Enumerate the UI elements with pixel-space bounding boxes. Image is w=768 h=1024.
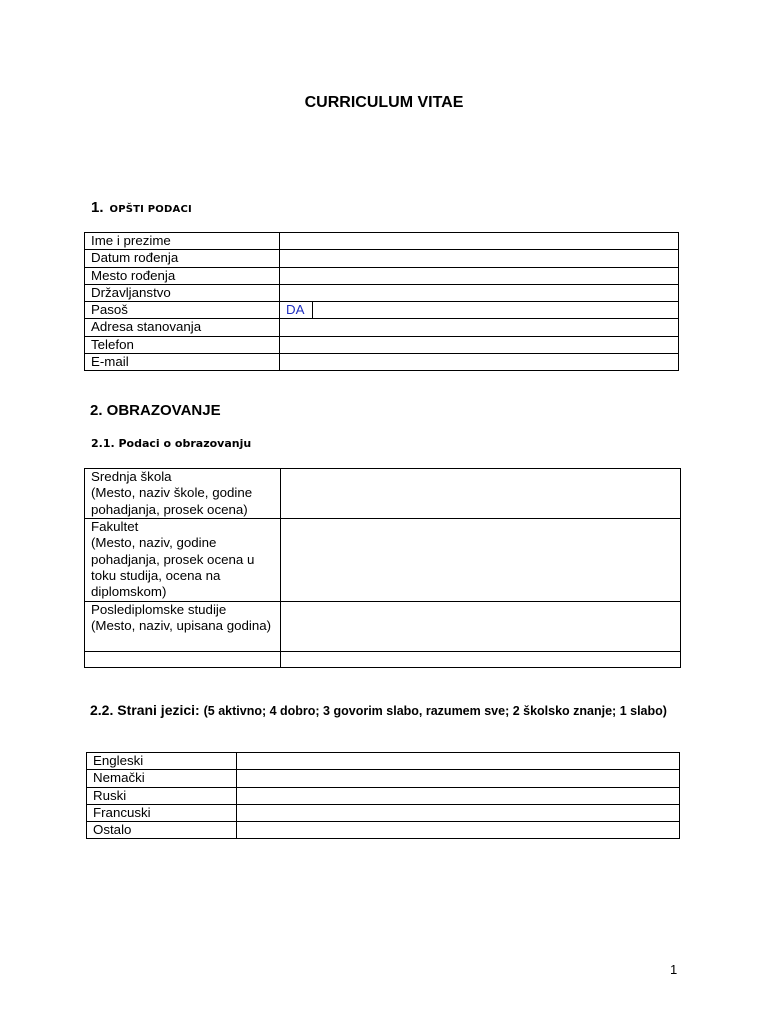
row-value-field[interactable] [280,267,679,284]
row-value-field[interactable] [280,354,679,371]
row-value-field[interactable] [280,336,679,353]
row-label: Državljanstvo [85,284,280,301]
row-value-field[interactable] [281,519,681,602]
section-heading-education: 2. OBRAZOVANJE [90,402,221,419]
row-label: Mesto rođenja [85,267,280,284]
language-label: Francuski [87,804,237,821]
table-row [85,602,681,652]
language-level-field[interactable] [237,770,680,787]
education-table [84,468,681,668]
languages-table [86,752,680,839]
table-row [85,354,679,371]
row-value-field[interactable] [281,469,681,519]
row-label [85,652,281,668]
table-row [85,336,679,353]
languages-title: 2.2. Strani jezici: [90,702,200,718]
row-label: Pasoš [85,302,280,319]
row-value-field[interactable] [280,284,679,301]
section-title: OPŠTI PODACI [109,204,192,215]
language-level-field[interactable] [237,804,680,821]
row-label-text: Poslediplomske studije (Mesto, naziv, upisana godina) [91,602,272,634]
row-label: Adresa stanovanja [85,319,280,336]
subsection-heading-languages [90,700,680,722]
general-info-table [84,232,679,371]
table-row [85,652,681,668]
table-row [85,284,679,301]
row-label [85,469,281,519]
section-heading-general [91,199,192,216]
table-row [87,753,680,770]
row-label-text: Fakultet (Mesto, naziv, godine pohadjanja, prosek ocena u toku studija, ocena na diplomskom) [91,519,255,600]
row-value-field[interactable] [280,319,679,336]
table-row [85,319,679,336]
row-label [85,519,281,602]
row-value-field[interactable] [280,250,679,267]
table-row [85,469,681,519]
table-row [87,822,680,839]
table-row [85,267,679,284]
subsection-heading-education-data: 2.1. Podaci o obrazovanju [91,437,252,450]
row-value-field[interactable] [281,652,681,668]
table-row [85,519,681,602]
language-level-field[interactable] [237,753,680,770]
table-row [85,250,679,267]
row-label: Datum rođenja [85,250,280,267]
row-label: Ime i prezime [85,233,280,250]
language-label: Nemački [87,770,237,787]
languages-scale: (5 aktivno; 4 dobro; 3 govorim slabo, razumem sve; 2 školsko znanje; 1 slabo) [203,704,667,718]
passport-value[interactable]: DA [280,302,313,318]
language-label: Ruski [87,787,237,804]
table-row [87,804,680,821]
row-value-field[interactable] [281,602,681,652]
row-label: Telefon [85,336,280,353]
language-label: Ostalo [87,822,237,839]
passport-value-cell[interactable] [280,302,679,319]
language-level-field[interactable] [237,822,680,839]
row-value-field[interactable] [280,233,679,250]
row-label [85,602,281,652]
row-label-text: Srednja škola (Mesto, naziv škole, godine pohadjanja, prosek ocena) [91,469,253,517]
section-number: 1. [91,199,104,216]
language-label: Engleski [87,753,237,770]
language-level-field[interactable] [237,787,680,804]
table-row [85,233,679,250]
table-row [87,787,680,804]
document-title: CURRICULUM VITAE [304,94,464,111]
table-row [87,770,680,787]
page-number: 1 [670,962,678,977]
table-row [85,302,679,319]
row-label: E-mail [85,354,280,371]
